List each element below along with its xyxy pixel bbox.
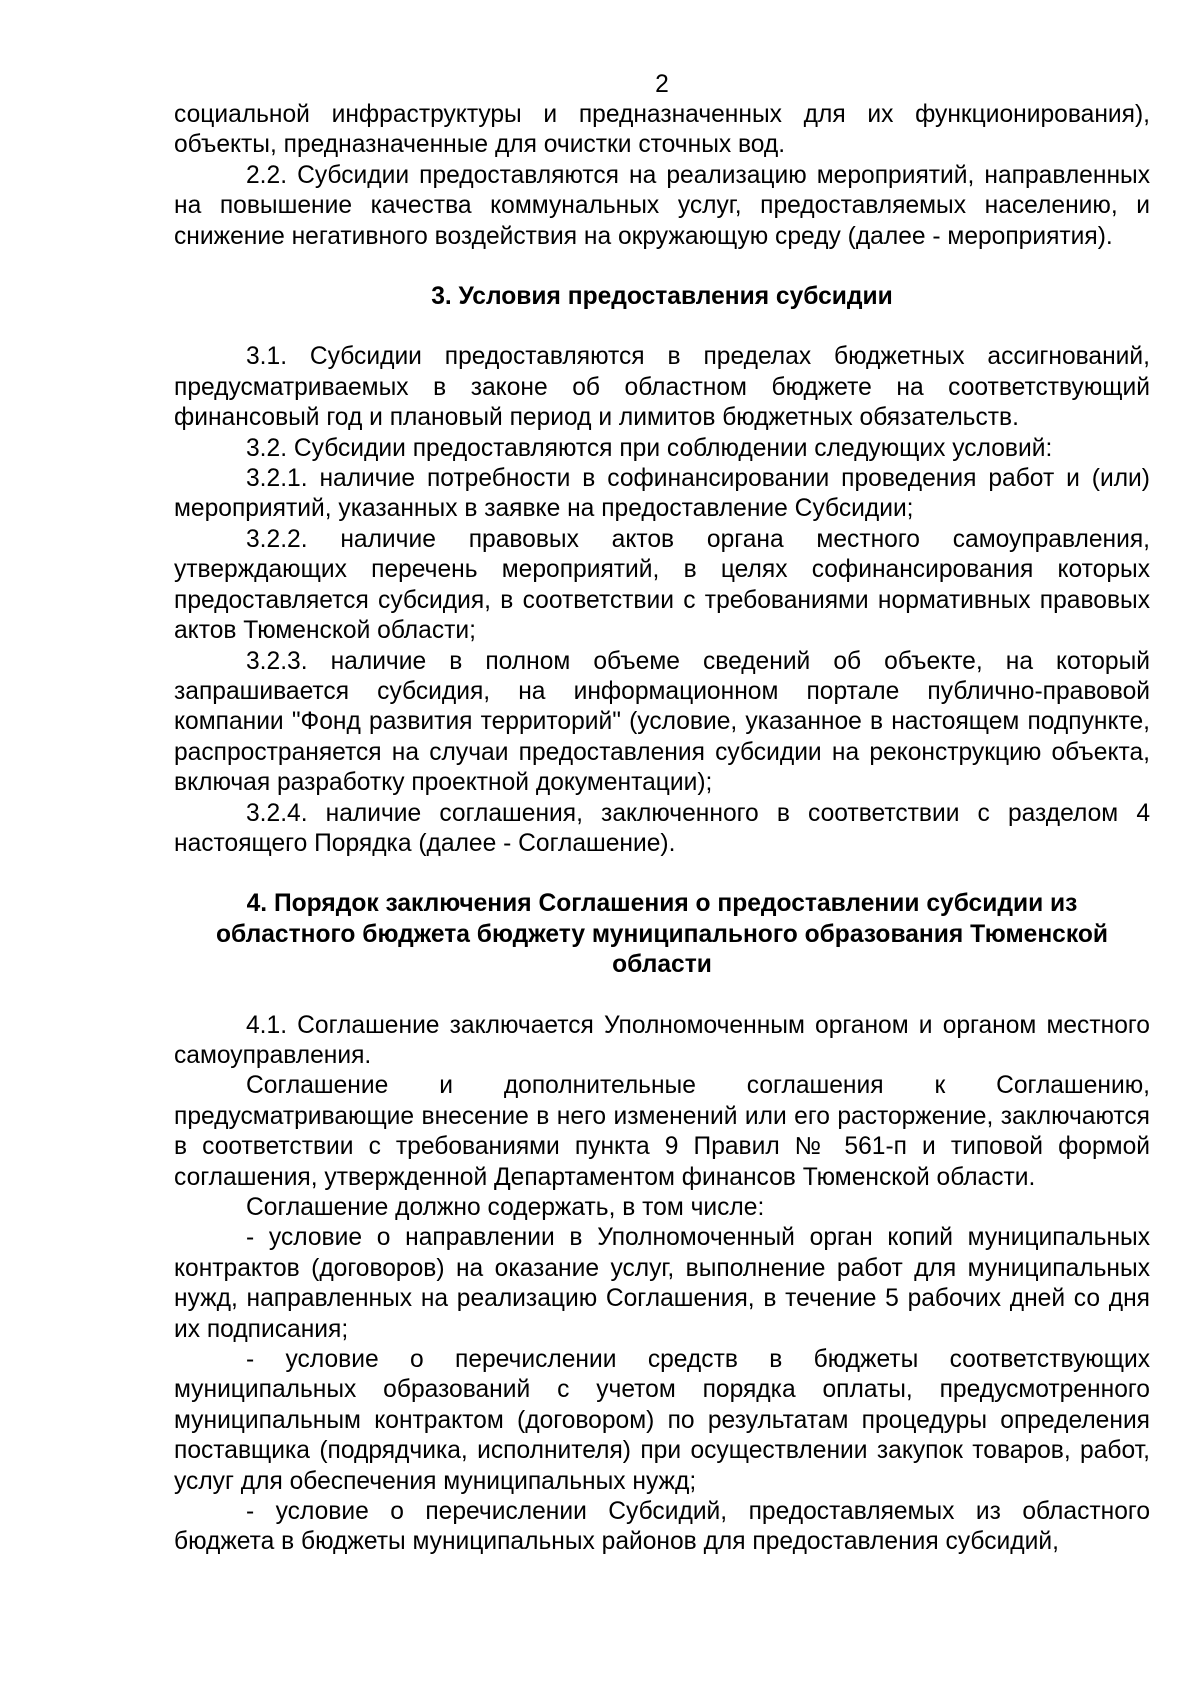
continuation-paragraph: социальной инфраструктуры и предназначенных для их функционирования), объекты, предназначенные для очистки сточных вод.: [174, 101, 1150, 159]
paragraph-3-1: 3.1. Субсидии предоставляются в пределах бюджетных ассигнований, предусматриваемых в законе об областном бюджете на соответствующий финансовый год и плановый период и лимитов бюджетных обязательств.: [174, 343, 1150, 432]
paragraph-agreement-amendments: Соглашение и дополнительные соглашения к Соглашению, предусматривающие внесение в него изменений или его расторжение, заключаются в соответствии с требованиями пункта 9 Правил № 561-п и типовой формой соглашения, утвержденной Департаментом финансов Тюменской области.: [174, 1072, 1150, 1191]
paragraph-3-2-2: 3.2.2. наличие правовых актов органа местного самоуправления, утверждающих перечень мероприятий, в целях софинансирования которых предоставляется субсидия, в соответствии с требованиями нормативных правовых актов Тюменской области;: [174, 525, 1150, 645]
list-item-subsidy-transfer: - условие о перечислении Субсидий, предоставляемых из областного бюджета в бюджеты муниципальных районов для предоставления субсидий,: [174, 1498, 1150, 1556]
page-number: 2: [655, 71, 669, 98]
paragraph-3-2-4: 3.2.4. наличие соглашения, заключенного в соответствии с разделом 4 настоящего Порядка (далее - Соглашение).: [174, 799, 1150, 857]
paragraph-3-2: 3.2. Субсидии предоставляются при соблюдении следующих условий:: [246, 434, 1053, 462]
paragraph-3-2-1: 3.2.1. наличие потребности в софинансировании проведения работ и (или) мероприятий, указанных в заявке на предоставление Субсидии;: [174, 465, 1150, 523]
paragraph-3-2-3: 3.2.3. наличие в полном объеме сведений об объекте, на который запрашивается субсидия, на информационном портале публично-правовой компании "Фонд развития территорий" (условие, указанное в настоящем подпункте, распространяется на случаи предоставления субсидии на реконструкцию объекта, включая разработку проектной документации);: [174, 647, 1150, 797]
section-3-heading: 3. Условия предоставления субсидии: [431, 283, 893, 311]
document-page: [174, 70, 1150, 1558]
list-item-funds-transfer: - условие о перечислении средств в бюджеты соответствующих муниципальных образований с учетом порядка оплаты, предусмотренного муниципальным контрактом (договором) по результатам процедуры определения поставщика (подрядчика, исполнителя) при осуществлении закупок товаров, работ, услуг для обеспечения муниципальных нужд;: [174, 1346, 1150, 1495]
paragraph-2-2: 2.2. Субсидии предоставляются на реализацию мероприятий, направленных на повышение качества коммунальных услуг, предоставляемых населению, и снижение негативного воздействия на окружающую среду (далее - мероприятия).: [174, 161, 1150, 250]
paragraph-4-1: 4.1. Соглашение заключается Уполномоченным органом и органом местного самоуправления.: [174, 1011, 1150, 1069]
paragraph-agreement-contents: Соглашение должно содержать, в том числе:: [246, 1194, 765, 1221]
section-4-heading: 4. Порядок заключения Соглашения о предоставлении субсидии из областного бюджета бюджету муниципального образования Тюменской области: [216, 890, 1108, 979]
list-item-contracts-copies: - условие о направлении в Уполномоченный орган копий муниципальных контрактов (договоров) на оказание услуг, выполнение работ для муниципальных нужд, направленных на реализацию Соглашения, в течение 5 рабочих дней со дня их подписания;: [174, 1224, 1150, 1343]
